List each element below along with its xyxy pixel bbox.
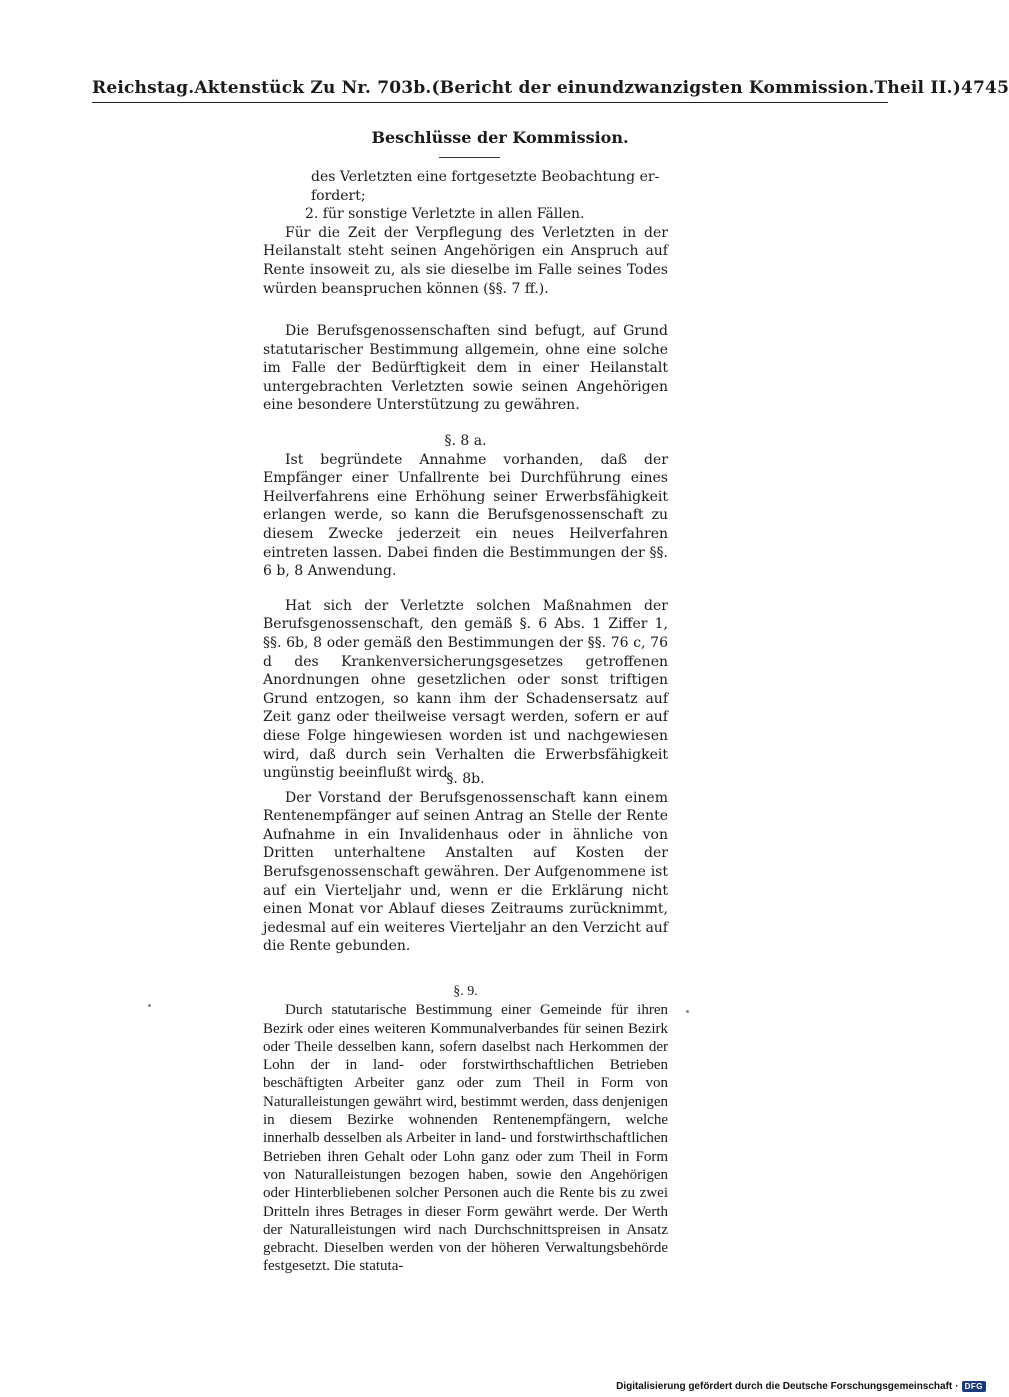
page-number: 4745 [961,78,1009,98]
section-heading-8a: §. 8 a. [444,433,487,449]
section-8b-paragraph-1: Der Vorstand der Berufsgenossenschaft kann einem Rentenempfänger auf seinen Antrag an Stelle der Rente Aufnahme in ein Invalidenhaus oder in ähnliche von Dritten unterhaltene Anstalten auf Kosten der Berufsgenossenschaft gewähren. Der Aufgenommene ist auf ein Vierteljahr und, wenn er die Erklärung nicht einen Monat vor Ablauf dieses Zeitraums zurücknimmt, jedesmal auf ein weiteres Vierteljahr an den Verzicht auf die Rente gebunden. [263,789,668,955]
dfg-logo-icon: DFG [962,1381,986,1392]
section-8a-paragraph-2: Hat sich der Verletzte solchen Maßnahmen der Berufsgenossenschaft, den gemäß §. 6 Abs. 1 Ziffer 1, §§. 6b, 8 oder gemäß den Bestimmungen der §§. 76 c, 76 d des Krankenversicherungsgesetzes getroffenen Anordnungen ohne gesetzlichen oder sonst triftigen Grund entzogen, so kann ihm der Schadensersatz auf Zeit ganz oder theilweise versagt werden, sofern er auf diese Folge hingewiesen worden ist und nachgewiesen wird, daß durch sein Verhalten die Erwerbsfähigkeit ungünstig beeinflußt wird. [263,597,668,782]
section-heading-9: §. 9. [453,984,478,999]
section-8a-paragraph-1: Ist begründete Annahme vorhanden, daß der Empfänger einer Unfallrente bei Durchführung eines Heilverfahrens eine Erhöhung seiner Erwerbsfähigkeit erlangen werde, so kann die Berufsgenossenschaft zu diesem Zwecke jederzeit ein neues Heilverfahren eintreten lassen. Dabei finden die Bestimmungen der §§. 6 b, 8 Anwendung. [263,451,668,580]
section-8b [263,770,668,956]
section-8a [263,432,668,783]
scan-speck [686,1010,689,1013]
footer-separator: · [955,1381,959,1392]
block-continuation [263,168,668,298]
page-title: Beschlüsse der Kommission. [371,128,629,147]
footer-text: Digitalisierung gefördert durch die Deutsche Forschungsgemeinschaft [616,1381,953,1392]
item-2: 2. für sonstige Verletzte in allen Fällen. [305,206,585,223]
title-rule [439,157,500,158]
header-aktenstueck: Aktenstück Zu Nr. 703b. [194,78,432,98]
paragraph-verpflegung: Für die Zeit der Verpflegung des Verletzten in der Heilanstalt steht seinen Angehörigen ein Anspruch auf Rente insoweit zu, als sie dieselbe im Falle seines Todes würden beanspruchen können (§§. 7 ff.). [263,224,668,297]
continuation-line-1: des Verletzten eine fortgesetzte Beobachtung er- [311,169,660,185]
scan-speck [148,1004,151,1007]
digitization-footer [616,1381,986,1392]
header-reichstag: Reichstag. [92,78,195,98]
header-bericht: (Bericht der einundzwanzigsten Kommission. [431,78,875,98]
block-berufsgenossenschaften [263,322,668,415]
section-heading-8b: §. 8b. [446,771,485,787]
header-theil: Theil II.) [874,78,961,98]
paragraph-unterstuetzung: Die Berufsgenossenschaften sind befugt, auf Grund statutarischer Bestimmung allgemein, ohne eine solche im Falle der Bedürftigkeit dem in einer Heilanstalt untergebrachten Verletzten sowie seinen Angehörigen eine besondere Unterstützung zu gewähren. [263,323,668,414]
running-header [92,78,1009,98]
continuation-line-2: fordert; [311,187,366,204]
section-9 [263,983,668,1276]
section-9-paragraph-1: Durch statutarische Bestimmung einer Gemeinde für ihren Bezirk oder eines weiteren Kommunalverbandes für seinen Bezirk oder Theile desselben kann, sofern daselbst nach Herkommen der Lohn der in land- oder forstwirthschaftlichen Betrieben beschäftigten Arbeiter ganz oder zum Theil in Form von Naturalleistungen gewährt wird, bestimmt werden, dass denjenigen in diesem Bezirke wohnenden Rentenempfängern, welche innerhalb desselben als Arbeiter in land- und forstwirthschaftlichen Betrieben ihren Gehalt oder Lohn ganz oder zum Theil in Form von Naturalleistungen bezogen haben, sowie den Angehörigen oder Hinterbliebenen solcher Personen auch die Rente bis zu zwei Dritteln ihres Betrages in dieser Form gewährt werde. Der Werth der Naturalleistungen wird nach Durchschnittspreisen in Ansatz gebracht. Dieselben werden von der höheren Verwaltungsbehörde festgesetzt. Die statuta- [263,1002,668,1275]
header-rule [92,102,888,103]
